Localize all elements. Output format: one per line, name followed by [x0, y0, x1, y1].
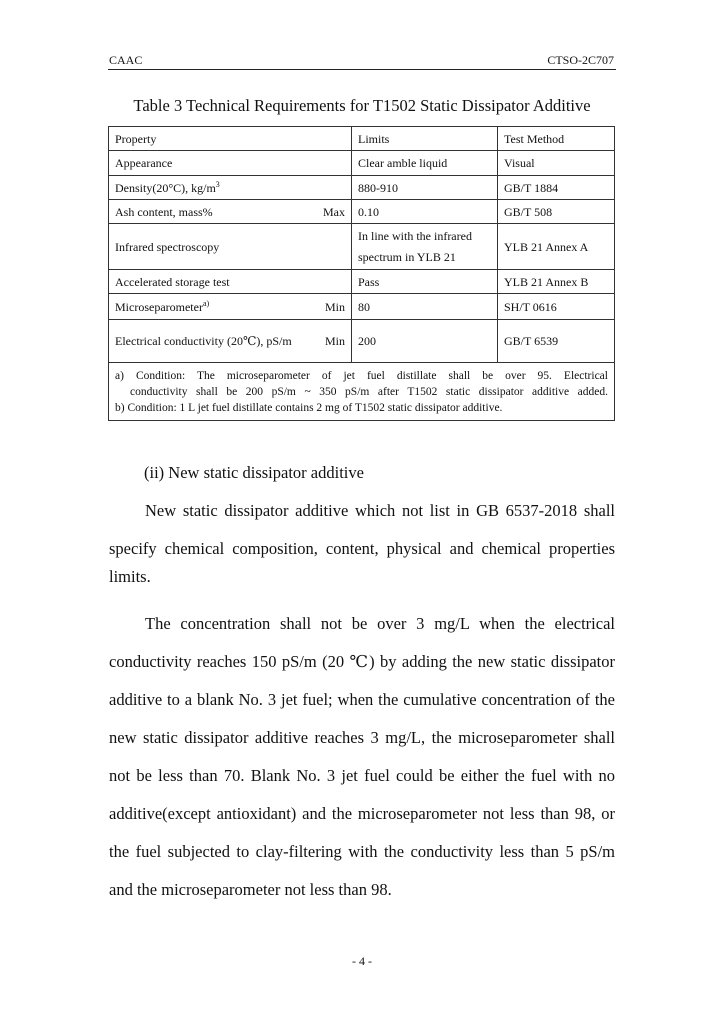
property-cell	[109, 176, 352, 200]
limits-cell: Pass	[352, 270, 498, 294]
property-cell	[109, 294, 352, 320]
property-text: Electrical conductivity (20℃), pS/m	[115, 334, 292, 348]
property-text: Density(20°C), kg/m	[115, 180, 216, 195]
property-cell: Appearance	[109, 151, 352, 176]
table-row	[109, 151, 615, 176]
paragraph-1	[109, 492, 615, 586]
paragraph-2	[109, 605, 615, 909]
requirements-table	[108, 126, 615, 421]
page-number: - 4 -	[352, 954, 372, 968]
paragraph-line: limits.	[109, 567, 151, 586]
table-row	[109, 320, 615, 363]
paragraph-line: conductivity reaches 150 pS/m (20 ℃) by adding the new static dissipator	[109, 652, 615, 671]
paragraph-line: and the microseparometer not less than 98.	[109, 880, 392, 899]
property-cell: Accelerated storage test	[109, 270, 352, 294]
header-divider	[108, 69, 616, 70]
property-superscript: 3	[215, 179, 220, 189]
property-cell: Infrared spectroscopy	[109, 224, 352, 270]
table-row	[109, 224, 615, 270]
limits-line: spectrum in YLB 21	[358, 249, 456, 264]
column-header: Property	[109, 127, 352, 151]
method-cell: YLB 21 Annex B	[498, 270, 615, 294]
property-text: Microseparometer	[115, 299, 203, 314]
paragraph-line: the fuel subjected to clay-filtering with the conductivity less than 5 pS/m	[109, 842, 615, 861]
property-text: Ash content, mass%	[115, 204, 213, 219]
table-row	[109, 270, 615, 294]
section-heading: (ii) New static dissipator additive	[144, 463, 364, 482]
method-cell: SH/T 0616	[498, 294, 615, 320]
note-a-line: conductivity shall be 200 pS/m ~ 350 pS/m after T1502 static dissipator additive added.	[130, 386, 608, 398]
table-header-row	[109, 127, 615, 151]
limits-cell: 200	[352, 320, 498, 363]
paragraph-line: additive(except antioxidant) and the microseparometer not less than 98, or	[109, 804, 615, 823]
limits-cell: 880-910	[352, 176, 498, 200]
paragraph-line: specify chemical composition, content, physical and chemical properties	[109, 539, 615, 558]
method-cell: GB/T 1884	[498, 176, 615, 200]
paragraph-line: New static dissipator additive which not list in GB 6537-2018 shall	[145, 501, 615, 520]
table-notes	[109, 363, 615, 421]
limits-cell: 0.10	[352, 200, 498, 224]
property-superscript: a)	[202, 298, 210, 308]
qualifier-text: Min	[324, 299, 345, 314]
table-row	[109, 200, 615, 224]
note-b-line: b) Condition: 1 L jet fuel distillate contains 2 mg of T1502 static dissipator additive.	[115, 402, 503, 414]
table-title: Table 3 Technical Requirements for T1502 Static Dissipator Additive	[133, 96, 591, 115]
table-notes-row	[109, 363, 615, 421]
paragraph-line: additive to a blank No. 3 jet fuel; when the cumulative concentration of the	[109, 690, 615, 709]
note-a-line: a) Condition: The microseparometer of jet fuel distillate shall be over 95. Electrical	[115, 370, 608, 382]
property-cell	[109, 200, 352, 224]
method-cell: GB/T 6539	[498, 320, 615, 363]
header-org: CAAC	[109, 53, 143, 67]
method-cell: GB/T 508	[498, 200, 615, 224]
paragraph-line: new static dissipator additive reaches 3 mg/L, the microseparometer shall	[109, 728, 615, 747]
paragraph-line: not be less than 70. Blank No. 3 jet fuel could be either the fuel with no	[109, 766, 615, 785]
property-cell	[109, 320, 352, 363]
qualifier-text: Max	[323, 204, 345, 219]
header-doc-id: CTSO-2C707	[547, 53, 614, 67]
limits-cell: Clear amble liquid	[352, 151, 498, 176]
column-header: Test Method	[498, 127, 615, 151]
limits-line: In line with the infrared	[358, 228, 472, 243]
limits-cell: 80	[352, 294, 498, 320]
table-row	[109, 176, 615, 200]
paragraph-line: The concentration shall not be over 3 mg/L when the electrical	[145, 614, 615, 633]
method-cell: Visual	[498, 151, 615, 176]
column-header: Limits	[352, 127, 498, 151]
method-cell: YLB 21 Annex A	[498, 224, 615, 270]
qualifier-text: Min	[324, 334, 345, 348]
limits-cell	[352, 224, 498, 270]
table-row	[109, 294, 615, 320]
